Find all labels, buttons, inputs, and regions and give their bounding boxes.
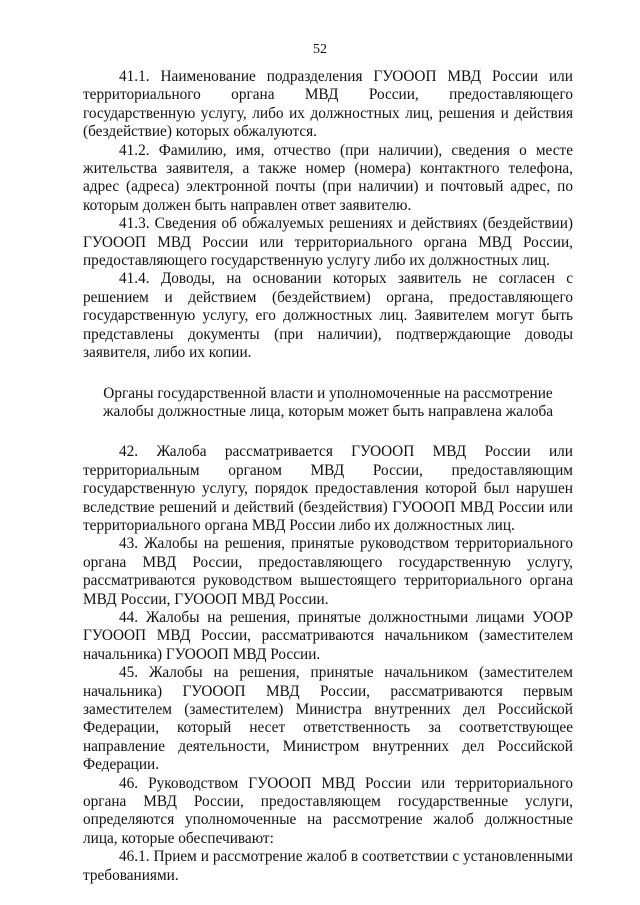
paragraph-46-1: 46.1. Прием и рассмотрение жалоб в соответствии с установленными требованиями. bbox=[83, 848, 573, 884]
document-body bbox=[83, 68, 573, 885]
paragraph-41-2: 41.2. Фамилию, имя, отчество (при наличии), сведения о месте жительства заявителя, а также номер (номера) контактного телефона, адрес (адреса) электронной почты (при наличии) и почтовый адрес, по которым должен быть направлен ответ заявителю. bbox=[83, 141, 573, 214]
paragraph-44: 44. Жалобы на решения, принятые должностными лицами УООР ГУОООП МВД России, рассматриваются начальником (заместителем начальника) ГУОООП МВД России. bbox=[83, 608, 573, 663]
paragraph-41-1: 41.1. Наименование подразделения ГУОООП МВД России или территориального органа МВД России, предоставляющего государственную услугу, либо их должностных лиц, решения и действия (бездействие) которых обжалуются. bbox=[83, 68, 573, 141]
paragraph-41-3: 41.3. Сведения об обжалуемых решениях и действиях (бездействии) ГУОООП МВД России или территориального органа МВД России, предоставляющего государственную услугу либо их должностных лиц. bbox=[83, 215, 573, 270]
page-number: 52 bbox=[313, 42, 327, 57]
paragraph-46: 46. Руководством ГУОООП МВД России или территориального органа МВД России, предоставляющем государственные услуги, определяются уполномоченные на рассмотрение жалоб должностные лица, которые обеспечивают: bbox=[83, 774, 573, 847]
paragraph-43: 43. Жалобы на решения, принятые руководством территориального органа МВД России, предоставляющего государственную услугу, рассматриваются руководством вышестоящего территориального органа МВД России, ГУОООП МВД России. bbox=[83, 535, 573, 608]
paragraph-45: 45. Жалобы на решения, принятые начальником (заместителем начальника) ГУОООП МВД России, рассматриваются первым заместителем (заместителем) Министра внутренних дел Российской Федерации, который несет ответственность за соответствующее направление деятельности, Министром внутренних дел Российской Федерации. bbox=[83, 664, 573, 774]
paragraph-42: 42. Жалоба рассматривается ГУОООП МВД России или территориальным органом МВД России, предоставляющим государственную услугу, порядок предоставления которой был нарушен вследствие решений и действий (бездействия) ГУОООП МВД России или территориального органа МВД России либо их должностных лиц. bbox=[83, 443, 573, 534]
section-heading: Органы государственной власти и уполномоченные на рассмотрение жалобы должностные лица, которым может быть направлена жалоба bbox=[102, 384, 554, 420]
paragraph-41-4: 41.4. Доводы, на основании которых заявитель не согласен с решением и действием (бездействием) органа, предоставляющего государственную услугу, его должностных лиц. Заявителем могут быть представлены документы (при наличии), подтверждающие доводы заявителя, либо их копии. bbox=[83, 270, 573, 362]
